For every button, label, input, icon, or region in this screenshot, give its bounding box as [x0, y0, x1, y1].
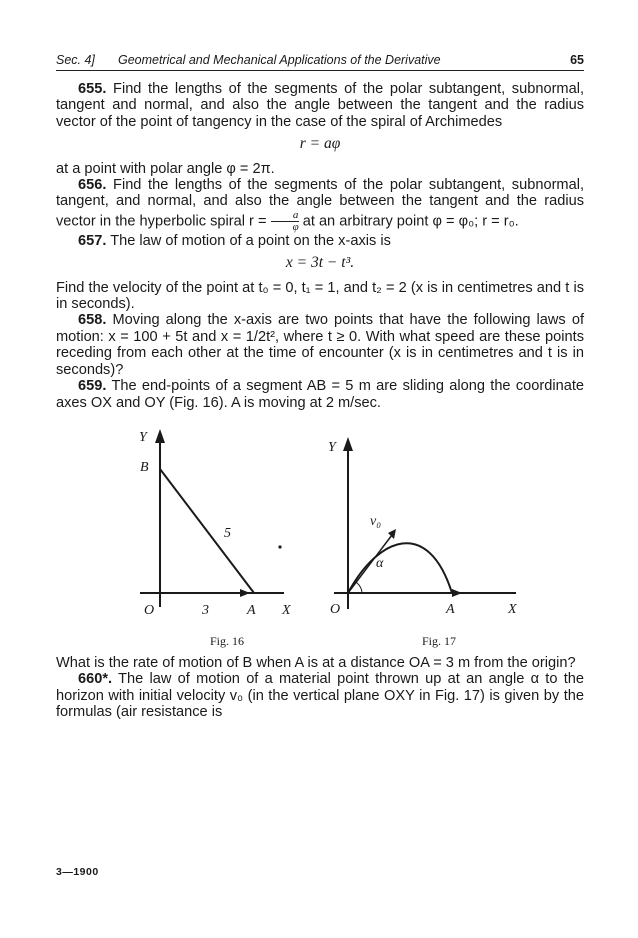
label-v0: v₀ — [370, 513, 382, 529]
label-y: Y — [139, 429, 147, 445]
problem-number: 659. — [78, 378, 107, 395]
label-a: A — [247, 602, 256, 618]
problem-text: The law of motion of a material point thrown up at an angle α to the horizon with initial velocity v₀ (in the vertical plane OXY in Fig. 17) is given by the formulas (air resistance is — [56, 671, 585, 721]
problem-number: 660*. — [78, 671, 113, 688]
dot — [278, 545, 281, 548]
problem-number: 658. — [78, 312, 107, 329]
chapter-title: Geometrical and Mechanical Applications of the Derivative — [118, 53, 441, 67]
problem-text-tail: at an arbitrary point φ = φ₀; r = r₀. — [302, 213, 519, 230]
page-number: 65 — [570, 53, 584, 67]
running-header — [56, 50, 584, 71]
figure-16-caption: Fig. 16 — [210, 633, 245, 648]
figure-17-caption: Fig. 17 — [422, 633, 457, 648]
figures — [56, 417, 584, 655]
x-axis-arrow — [452, 589, 462, 597]
y-axis-arrow — [343, 437, 353, 451]
printer-signature: 3—1900 — [56, 866, 99, 878]
label-5: 5 — [224, 525, 231, 541]
problem-number: 656. — [78, 177, 107, 194]
angle-arc — [356, 582, 362, 593]
formula-motion-law: x = 3t − t³. — [285, 254, 355, 272]
problem-659 — [56, 378, 584, 411]
figure-17-drawing — [318, 417, 558, 655]
problem-text: The end-points of a segment AB = 5 m are sliding along the coordinate axes OX and OY (Fig. 16). A is moving at 2 m/sec. — [56, 378, 584, 411]
problem-655 — [56, 81, 584, 130]
problem-660 — [56, 671, 584, 720]
problem-number: 657. — [78, 232, 107, 249]
label-x: X — [282, 602, 291, 618]
problem-text: The law of motion of a point on the x-axis is — [110, 232, 391, 249]
label-o: O — [144, 602, 155, 618]
page — [56, 50, 584, 721]
label-3: 3 — [202, 602, 209, 618]
x-axis-arrow — [240, 589, 250, 597]
label-a: A — [446, 601, 455, 617]
label-x: X — [508, 601, 517, 617]
figure-16-drawing — [104, 417, 314, 655]
trajectory — [348, 543, 452, 593]
fraction-denominator: φ — [271, 221, 299, 233]
problem-655-continuation: at a point with polar angle φ = 2π. — [56, 160, 275, 177]
problem-657 — [56, 233, 584, 249]
label-y: Y — [328, 439, 336, 455]
section-label: Sec. 4] — [56, 53, 95, 67]
segment-ab — [160, 469, 254, 593]
label-alpha: α — [376, 555, 384, 571]
problem-659-continuation: What is the rate of motion of B when A is at a distance OA = 3 m from the origin? — [56, 654, 576, 671]
label-b: B — [140, 459, 149, 475]
problem-text: Moving along the x-axis are two points that have the following laws of motion: x = 100 + 5t and x = 1/2t², where t ≥ 0. With what speed are these points receding from each other at the time of encounter (x is in centimetres and t is in seconds)? — [56, 312, 584, 378]
formula-archimedes: r = aφ — [299, 135, 341, 153]
fraction-a-over-phi — [271, 210, 299, 233]
y-axis-arrow — [155, 429, 165, 443]
problem-text: Find the lengths of the segments of the polar subtangent, subnormal, tangent, and normal, and also the angle between the tangent and the radius vector in the hyperbolic spiral r = — [56, 177, 585, 230]
label-o: O — [330, 601, 341, 617]
fraction-numerator: a — [292, 208, 299, 221]
body-text — [56, 81, 584, 721]
problem-658 — [56, 312, 584, 378]
figure-16 — [104, 417, 314, 655]
velocity-vector — [348, 535, 392, 593]
problem-657-continuation: Find the velocity of the point at t₀ = 0, t₁ = 1, and t₂ = 2 (x is in centimetres and t is in seconds). — [56, 279, 584, 313]
problem-656 — [56, 177, 584, 233]
problem-number: 655. — [78, 81, 107, 97]
figure-17 — [318, 417, 558, 655]
problem-text: Find the lengths of the segments of the polar subtangent, subnormal, tangent and normal, and also the angle between the tangent and the radius vector of the point of tangency in the case of the spiral of Archimedes — [56, 81, 585, 130]
